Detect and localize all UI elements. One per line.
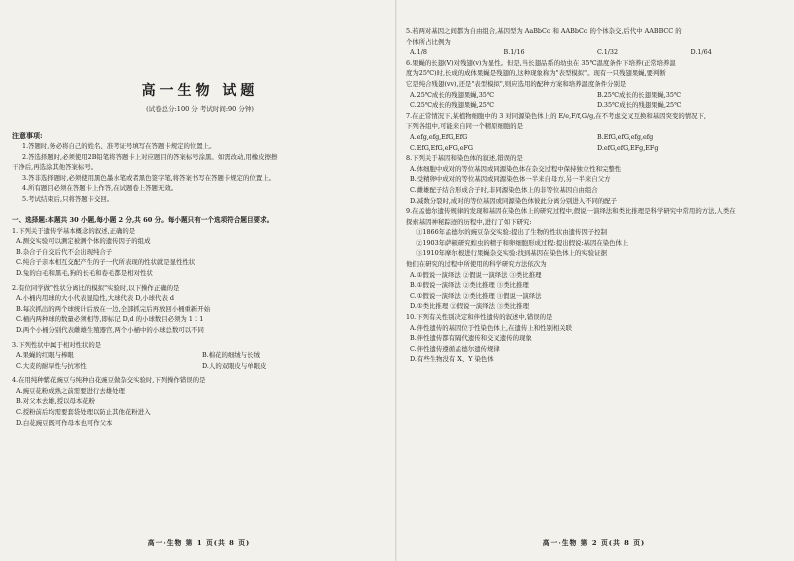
page-2 (400, 8, 788, 553)
question-option: A.25℃成长的残翅果蝇,35℃ (410, 90, 494, 99)
question-option: A.果蝇的红眼与棒眼 (16, 351, 74, 360)
question-option: D.人的双眼皮与单眼皮 (202, 361, 267, 370)
question-option: B.棉花的细绒与长绒 (202, 351, 260, 360)
notice-line: 2.答选择题时,必须使用2B铅笔将答题卡上对应题目的答案标号涂黑。如需改动,用橡皮擦擦 (22, 152, 278, 161)
exam-title: 高一生物 试题 (141, 83, 259, 99)
question-option: B.杂合子自交后代不会出现纯合子 (16, 247, 113, 256)
question-option: A.豌豆花粉成熟之前需要进行去雄处理 (16, 386, 125, 395)
question-option: C.授粉前后均需要套袋处理以防止其他花粉进入 (16, 408, 151, 417)
question-option: A.小桶内用球的大小代表显隐性,大球代表 D,小球代表 d (16, 294, 174, 303)
question-stem: 3.下列性状中属于相对性状的是 (12, 340, 102, 349)
question-option: A.1/8 (410, 48, 427, 57)
option-row (406, 143, 784, 154)
notice-line: 1.答题时,务必将自己的姓名、准考证号填写在答题卡规定的位置上。 (22, 142, 216, 150)
question-option: C.①假说一演绎法 ②类比推理 ③假说一演绎法 (410, 291, 542, 300)
question-option: C.雌雄配子结合形成合子时,非同源染色体上的非等位基因自由组合 (410, 185, 598, 194)
option-row (406, 132, 784, 143)
question-option: D.efG,efG,EFg,EFg (597, 143, 659, 152)
question-stem: 他们在研究的过程中所使用的科学研究方法依次为 (406, 260, 547, 269)
option-row (12, 350, 388, 361)
question-stem: 6.果蝇的长翅(V)对残翅(v)为显性。但是,当长翅品系的幼虫在 35℃温度条件下培养(正常培养温 (406, 58, 676, 67)
question-option: A.伴性遗传的基因位于性染色体上,在遗传上和性别相关联 (410, 323, 573, 332)
notice-line: 5.考试结束后,只将答题卡交回。 (22, 194, 114, 203)
question-option: D.两个小桶分别代表雌雄生殖器官,两个小桶中的小球总数可以不同 (16, 325, 204, 334)
question-option: B.对父本去雄,授以母本花粉 (16, 397, 96, 406)
notice-line: 3.答非选择题时,必须使用黑色墨水笔或者黑色签字笔,将答案书写在答题卡规定的位置上。 (22, 173, 276, 182)
question-option: C.桶内两种球的数量必须相等,即标记 D,d 的小球数目必须为 1∶1 (16, 315, 204, 324)
question-option: D.有些生物没有 X、Y 染色体 (410, 355, 494, 364)
question-option: B.EfG,efG,efg,efg (597, 132, 654, 141)
notice-heading: 注意事项: (12, 131, 43, 140)
option-row (406, 100, 784, 111)
question-option: C.25℃成长的残翅果蝇,25℃ (410, 101, 495, 110)
page-footer: 高一·生物 第 1 页(共 8 页) (147, 539, 251, 547)
question-option: B.1/16 (503, 48, 525, 57)
notice-line: 4.所有题目必须在答题卡上作答,在试题卷上答题无效。 (22, 184, 178, 193)
question-stem: 7.在正常情况下,某植物细胞中的 3 对同源染色体上的 E/e,F/f,G/g,在不考虑交叉互换和基因突变的情况下, (406, 111, 706, 120)
question-option: C.EfG,EfG,eFG,eFG (410, 143, 474, 152)
notice-line: 干净后,再选涂其他答案标号。 (12, 163, 98, 172)
exam-subtitle: (试卷总分:100 分 考试时间:90 分钟) (146, 105, 254, 113)
question-option: B.伴性遗传都有隔代遗传和交叉遗传的现象 (410, 334, 532, 343)
question-stem: 5.若两对基因之间都为自由组合,基因型为 AaBbCc 和 AABbCc 的个体杂交,后代中 AABBCC 的 (406, 27, 682, 35)
question-option: D.减数分裂时,成对的等位基因或同源染色体彼此分离分别进入不同的配子 (410, 196, 618, 205)
question-stem: 8.下列关于基因和染色体的叙述,错误的是 (406, 154, 523, 163)
question-option: B.25℃成长的长翅果蝇,35℃ (597, 90, 682, 99)
question-stem: 探索基因神秘踪迹的历程中,进行了如下研究: (406, 217, 532, 226)
question-stem: 它是纯合残翅(vv),还是"表型模拟",则应选用的配种方案和培养温度条件分别是 (406, 79, 627, 88)
research-item: ②1903年萨顿研究蝗虫的精子和卵细胞形成过程:提出假说:基因在染色体上 (416, 238, 629, 247)
question-option: A.efg,efg,EfG,EfG (410, 132, 468, 141)
question-option: D.兔的白毛和黑毛,狗的长毛和卷毛都是相对性状 (16, 268, 153, 277)
option-row (406, 90, 784, 101)
research-item: ③1910年摩尔根进行果蝇杂交实验:找到基因在染色体上的实验证据 (416, 249, 607, 258)
question-option: C.1/32 (597, 48, 619, 57)
question-stem: 度为25℃)时,长成的成体果蝇是残翅的,这种现象称为"表型模拟"。现有一只残翅果蝇,要判断 (406, 69, 666, 78)
research-item: ①1866年孟德尔的豌豆杂交实验:提出了生物的性状由遗传因子控制 (416, 228, 607, 237)
question-option: D.白花豌豆既可作母本也可作父本 (16, 418, 113, 427)
question-stem: 个体所占比例为 (406, 37, 451, 46)
option-row (12, 361, 388, 372)
question-stem: 10.下列有关性别决定和伴性遗传的叙述中,错误的是 (406, 313, 553, 322)
question-stem: 4.在用纯种紫花豌豆与纯种白花豌豆做杂交实验时,下列操作错误的是 (12, 376, 206, 385)
question-stem: 9.在孟德尔遗传规律的发现和基因在染色体上的研究过程中,假说一演绎法和类比推理是科学研究中常用的方法,人类在 (406, 207, 736, 216)
question-option: B.每次抓出的两个球统计后放在一边,全部抓完后再放回小桶重新开始 (16, 304, 211, 313)
question-option: C.大麦的耐旱性与抗寒性 (16, 361, 87, 370)
question-option: B.受精卵中成对的等位基因或同源染色体一半来自母方,另一半来自父方 (410, 175, 611, 184)
question-stem: 下列各组中,可能来自同一个精原细胞的是 (406, 122, 524, 131)
question-option: D.①类比推理 ②假说一演绎法 ③类比推理 (410, 302, 529, 311)
question-option: B.①假说一演绎法 ②类比推理 ③类比推理 (410, 281, 529, 290)
option-row (406, 47, 784, 58)
question-option: A.体细胞中成对的等位基因或同源染色体在杂交过程中保持独立性和完整性 (410, 164, 622, 173)
question-option: C.纯合子亲本相互交配产生的子一代所表现的性状就是显性性状 (16, 258, 196, 267)
question-stem: 2.有位同学做"性状分离比的模拟"实验时,以下操作正确的是 (12, 283, 180, 292)
section-heading: 一、选择题:本题共 30 小题,每小题 2 分,共 60 分。每小题只有一个选项符合题目要求。 (12, 215, 274, 224)
question-option: A.①假说一演绎法 ②假说一演绎法 ③类比推理 (410, 270, 542, 279)
question-option: D.1/64 (690, 48, 712, 57)
page-1 (6, 8, 392, 553)
page-fold-divider (395, 0, 397, 561)
question-option: C.伴性遗传遵循孟德尔遗传规律 (410, 344, 500, 353)
page-footer: 高一·生物 第 2 页(共 8 页) (542, 539, 646, 547)
question-option: D.35℃成长的残翅果蝇,25℃ (597, 101, 682, 110)
question-stem: 1.下列关于遗传学基本概念的叙述,正确的是 (12, 226, 136, 235)
question-option: A.测交实验可以测定被测个体的遗传因子的组成 (16, 237, 151, 246)
